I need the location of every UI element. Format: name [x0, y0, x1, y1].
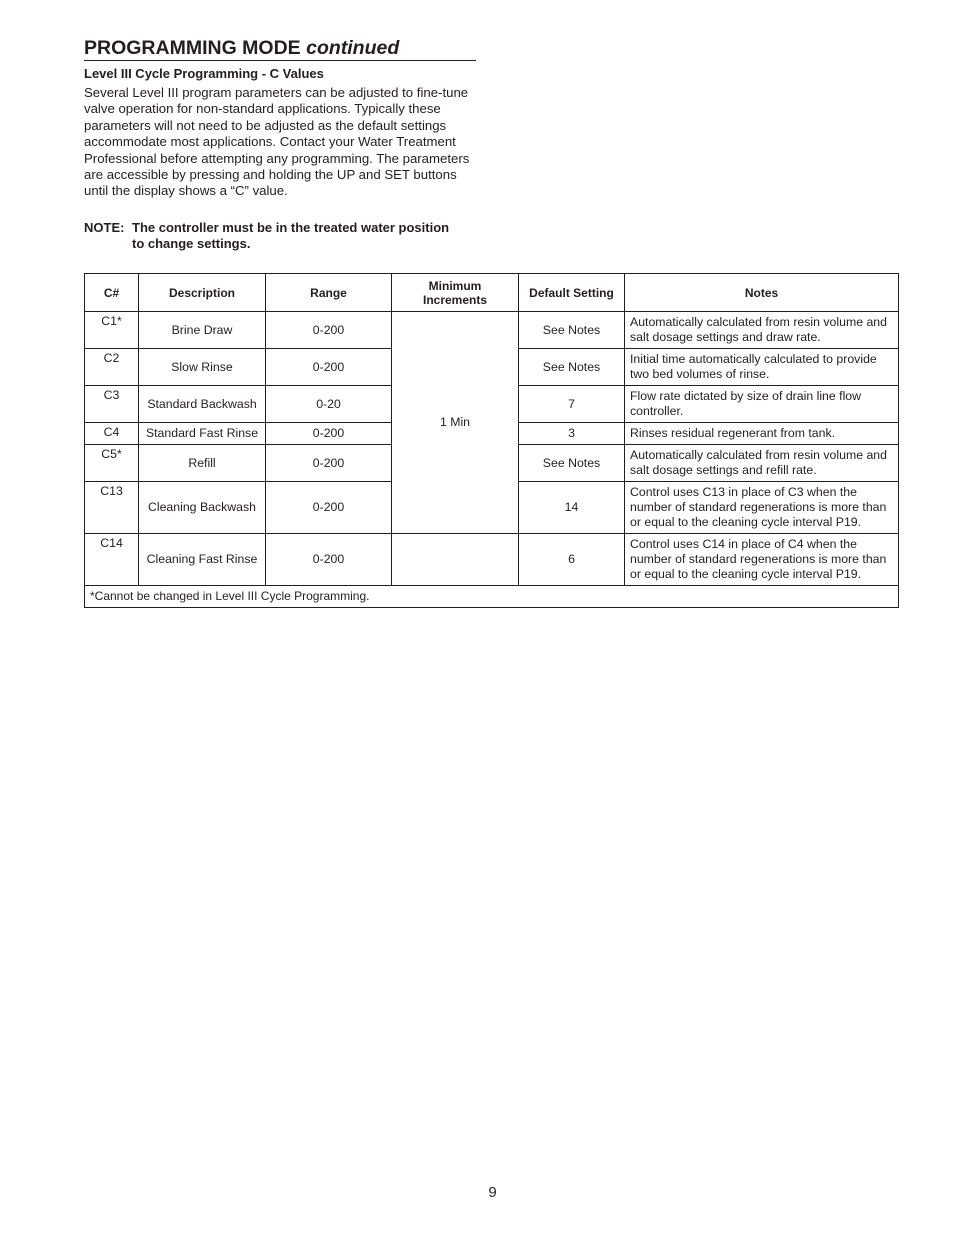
table-footnote-row — [85, 586, 899, 608]
cell-default: See Notes — [519, 445, 625, 482]
cell-notes: Initial time automatically calculated to provide two bed volumes of rinse. — [625, 349, 899, 386]
note-block — [84, 220, 484, 253]
cell-cnum: C5* — [85, 445, 139, 482]
c-values-table — [84, 273, 899, 608]
table-row — [85, 312, 899, 349]
cell-description: Standard Backwash — [139, 386, 266, 423]
cell-range: 0-200 — [266, 423, 392, 445]
cell-default: 6 — [519, 534, 625, 586]
cell-cnum: C4 — [85, 423, 139, 445]
cell-cnum: C3 — [85, 386, 139, 423]
cell-range: 0-200 — [266, 349, 392, 386]
cell-description: Standard Fast Rinse — [139, 423, 266, 445]
cell-range: 0-200 — [266, 445, 392, 482]
page-number: 9 — [488, 1184, 497, 1201]
page-title-main: PROGRAMMING MODE — [84, 37, 301, 59]
cell-default: 3 — [519, 423, 625, 445]
cell-notes: Control uses C13 in place of C3 when the number of standard regenerations is more than or equal to the cleaning cycle interval P19. — [625, 482, 899, 534]
cell-notes: Flow rate dictated by size of drain line flow controller. — [625, 386, 899, 423]
cell-notes: Automatically calculated from resin volume and salt dosage settings and refill rate. — [625, 445, 899, 482]
page-title — [84, 36, 476, 61]
cell-range: 0-200 — [266, 482, 392, 534]
cell-increment — [392, 534, 519, 586]
intro-paragraph: Several Level III program parameters can be adjusted to fine-tune valve operation for non-standard applications. Typically these parameters will not need to be adjusted as the default settings accommodate most applications. Contact your Water Treatment Professional before attempting any programming. The parameters are accessible by pressing and holding the UP and SET buttons until the display shows a “C” value. — [84, 85, 470, 199]
cell-default: See Notes — [519, 349, 625, 386]
section-heading: Level III Cycle Programming - C Values — [84, 66, 324, 81]
note-line-1: The controller must be in the treated water position — [132, 220, 450, 235]
cell-default: See Notes — [519, 312, 625, 349]
table-header-row — [85, 274, 899, 312]
cell-range: 0-20 — [266, 386, 392, 423]
table-footnote: *Cannot be changed in Level III Cycle Programming. — [85, 586, 899, 608]
cell-cnum: C2 — [85, 349, 139, 386]
cell-notes: Rinses residual regenerant from tank. — [625, 423, 899, 445]
cell-description: Refill — [139, 445, 266, 482]
cell-description: Cleaning Backwash — [139, 482, 266, 534]
cell-default: 14 — [519, 482, 625, 534]
cell-notes: Control uses C14 in place of C4 when the number of standard regenerations is more than or equal to the cleaning cycle interval P19. — [625, 534, 899, 586]
cell-description: Cleaning Fast Rinse — [139, 534, 266, 586]
cell-default: 7 — [519, 386, 625, 423]
cell-notes: Automatically calculated from resin volume and salt dosage settings and draw rate. — [625, 312, 899, 349]
cell-increment-merged: 1 Min — [392, 312, 519, 534]
header-increments: Minimum Increments — [392, 274, 519, 312]
header-range: Range — [266, 274, 392, 312]
cell-range: 0-200 — [266, 312, 392, 349]
header-notes: Notes — [625, 274, 899, 312]
cell-cnum: C1* — [85, 312, 139, 349]
cell-cnum: C13 — [85, 482, 139, 534]
note-line-2: to change settings. — [132, 236, 251, 252]
header-default: Default Setting — [519, 274, 625, 312]
page-title-suffix: continued — [306, 37, 400, 59]
table-row — [85, 534, 899, 586]
cell-description: Brine Draw — [139, 312, 266, 349]
cell-cnum: C14 — [85, 534, 139, 586]
cell-description: Slow Rinse — [139, 349, 266, 386]
header-description: Description — [139, 274, 266, 312]
header-cnum: C# — [85, 274, 139, 312]
note-label: NOTE: — [84, 220, 125, 235]
cell-range: 0-200 — [266, 534, 392, 586]
